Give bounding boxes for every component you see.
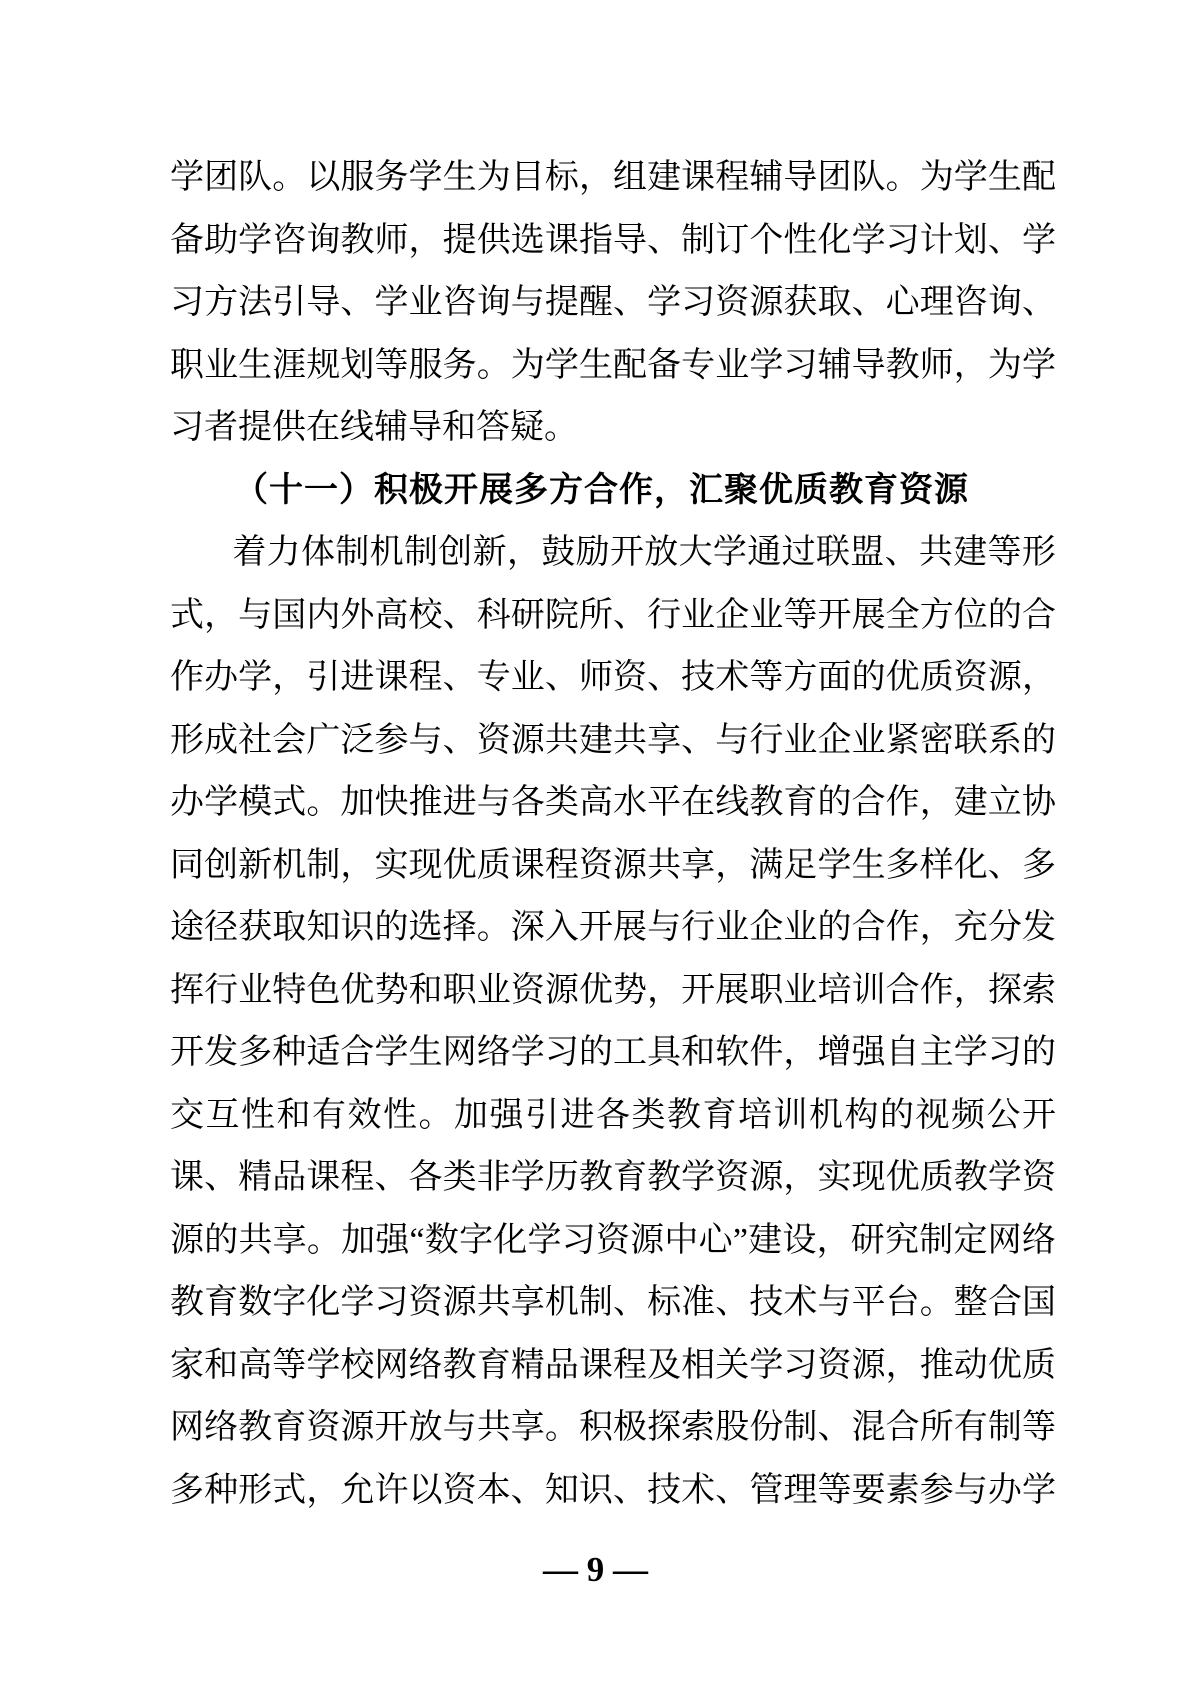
text-line: 途 径 获 取 知 识 的 选 择 。 深 入 开 展 与 行 业 企 业 的 合 作 ， 充 分 发 xyxy=(170,909,1056,946)
text-line: 课 、 精 品 课 程 、 各 类 非 学 历 教 育 教 学 资 源 ， 实 现 优 质 教 学 资 xyxy=(170,1159,1056,1196)
text-line: 交 互 性 和 有 效 性 。 加 强 引 进 各 类 教 育 培 训 机 构 的 视 频 公 开 xyxy=(170,1096,1056,1134)
text-line: 挥 行 业 特 色 优 势 和 职 业 资 源 优 势 ， 开 展 职 业 培 训 合 作 ， 探 索 xyxy=(170,971,1056,1009)
text-line: 源 的 共 享 。 加 强 “ 数 字 化 学 习 资 源 中 心 ” 建 设 ， 研 究 制 定 网 络 xyxy=(170,1221,1056,1259)
text-block xyxy=(170,147,1056,1522)
page-footer xyxy=(0,1548,1191,1592)
page-number: — 9 — xyxy=(543,1550,648,1589)
text-line: 家 和 高 等 学 校 网 络 教 育 精 品 课 程 及 相 关 学 习 资 源 ， 推 动 优 质 xyxy=(170,1346,1056,1384)
text-line: 网 络 教 育 资 源 开 放 与 共 享 。 积 极 探 索 股 份 制 、 混 合 所 有 制 等 xyxy=(170,1409,1056,1446)
text-line: 作 办 学 ， 引 进 课 程 、 专 业 、 师 资 、 技 术 等 方 面 的 优 质 资 源 ， xyxy=(170,659,1056,696)
text-line: 办 学 模 式 。 加 快 推 进 与 各 类 高 水 平 在 线 教 育 的 合 作 ， 建 立 协 xyxy=(170,784,1056,821)
text-line: 同 创 新 机 制 ， 实 现 优 质 课 程 资 源 共 享 ， 满 足 学 生 多 样 化 、 多 xyxy=(170,846,1056,884)
text-line: 职 业 生 涯 规 划 等 服 务 。 为 学 生 配 备 专 业 学 习 辅 导 教 师 ， 为 学 xyxy=(170,346,1056,384)
text-line: 教 育 数 字 化 学 习 资 源 共 享 机 制 、 标 准 、 技 术 与 平 台 。 整 合 国 xyxy=(170,1284,1056,1321)
text-line: 形 成 社 会 广 泛 参 与 、 资 源 共 建 共 享 、 与 行 业 企 业 紧 密 联 系 的 xyxy=(170,721,1056,759)
text-line: 多 种 形 式 ， 允 许 以 资 本 、 知 识 、 技 术 、 管 理 等 要 素 参 与 办 学 xyxy=(170,1471,1056,1509)
text-line: 习 方 法 引 导 、 学 业 咨 询 与 提 醒 、 学 习 资 源 获 取 、 心 理 咨 询 、 xyxy=(170,284,1056,321)
text-line: 习者提供在线辅导和答疑。 xyxy=(170,409,578,446)
text-line: 备 助 学 咨 询 教 师 ， 提 供 选 课 指 导 、 制 订 个 性 化 学 习 计 划 、 学 xyxy=(170,221,1056,259)
text-line: 学 团 队 。 以 服 务 学 生 为 目 标 ， 组 建 课 程 辅 导 团 队 。 为 学 生 配 xyxy=(170,159,1056,196)
text-line: 着 力 体 制 机 制 创 新 ， 鼓 励 开 放 大 学 通 过 联 盟 、 共 建 等 形 xyxy=(232,534,1056,571)
text-line: 式 ， 与 国 内 外 高 校 、 科 研 院 所 、 行 业 企 业 等 开 展 全 方 位 的 合 xyxy=(170,596,1056,634)
section-heading: （十一）积极开展多方合作，汇聚优质教育资源 xyxy=(234,471,969,509)
text-line: 开 发 多 种 适 合 学 生 网 络 学 习 的 工 具 和 软 件 ， 增 强 自 主 学 习 的 xyxy=(170,1034,1056,1071)
